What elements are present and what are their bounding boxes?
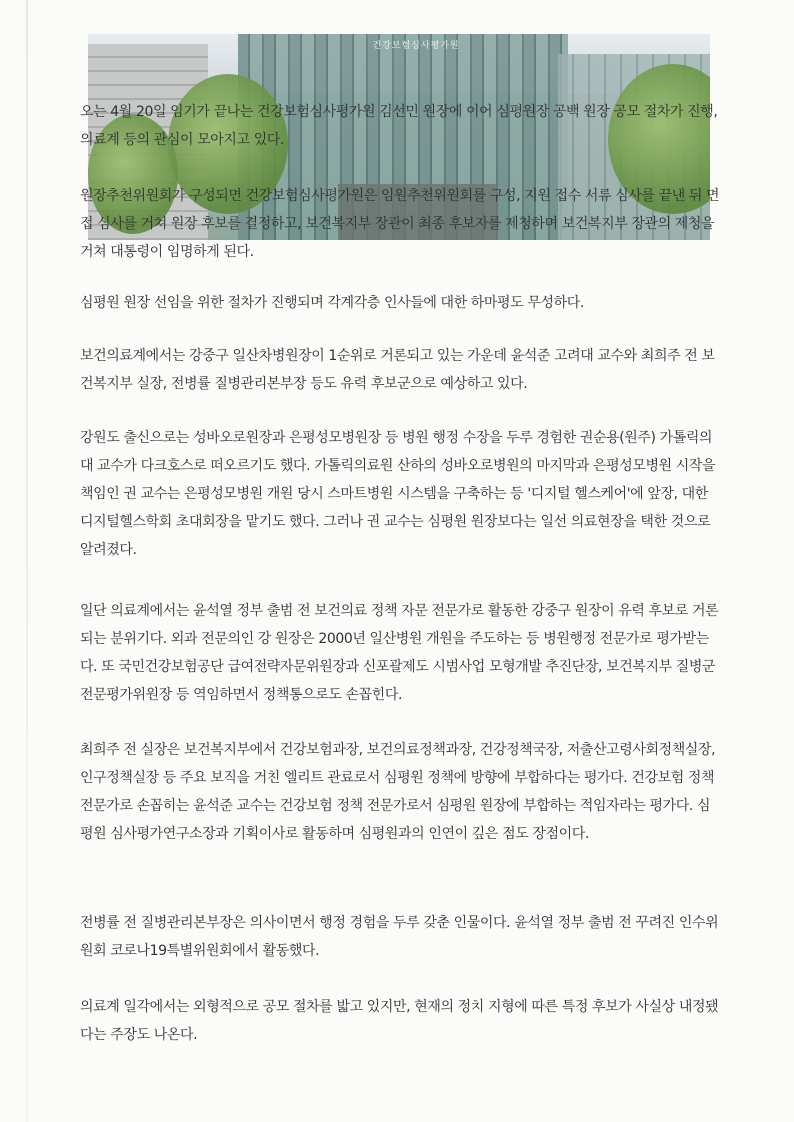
- paragraph-procedure: 원장추천위원회가 구성되면 건강보험심사평가원은 임원추천위원회를 구성, 지원 접수 서류 심사를 끝낸 뒤 면접 심사를 거쳐 원장 후보를 결정하고, 보건복지부 장관이 최종 후보자를 제청하며 보건복지부 장관의 제청을 거쳐 대통령이 임명하게 된다.: [80, 188, 720, 260]
- paragraph-gangwon: 강원도 출신으로는 성바오로원장과 은평성모병원장 등 병원 행정 수장을 두루 경험한 권순용(원주) 가톨릭의대 교수가 다크호스로 떠오르기도 했다. 가톨릭의료원 산하의 성바오로병원의 마지막과 은평성모병원 시작을 책임인 권 교수는 은평성모병원 개원 당시 스마트병원 시스템을 구축하는 등 '디지털 헬스케어'에 앞장, 대한디지털헬스학회 초대회장을 맡기도 했다. 그러나 권 교수는 심평원 원장보다는 일선 의료현장을 택한 것으로 알려졌다.: [80, 430, 716, 558]
- scan-edge: [26, 0, 28, 1122]
- paragraph-kang: 일단 의료계에서는 윤석열 정부 출범 전 보건의료 정책 자문 전문가로 활동한 강중구 원장이 유력 후보로 거론되는 분위기다. 외과 전문의인 강 원장은 2000년 일산병원 개원을 주도하는 등 병원행정 전문가로 평가받는다. 또 국민건강보험공단 급여전략자문위원장과 신포괄제도 시범사업 모형개발 추진단장, 보건복지부 질병군 전문평가위원장 등 역임하면서 정책통으로도 손꼽힌다.: [80, 603, 719, 703]
- paragraph-controversy: 의료계 일각에서는 외형적으로 공모 절차를 밟고 있지만, 현재의 정치 지형에 따른 특정 후보가 사실상 내정됐다는 주장도 나온다.: [80, 999, 719, 1043]
- paragraph-intro: 오는 4월 20일 임기가 끝나는 건강보험심사평가원 김선민 원장에 이어 심평원장 공백 원장 공모 절차가 진행, 의료계 등의 관심이 모아지고 있다.: [80, 104, 718, 148]
- paragraph-rumors: 심평원 원장 선임을 위한 절차가 진행되며 각계각층 인사들에 대한 하마평도 무성하다.: [80, 295, 584, 311]
- photo-building-sign: 건강보험심사평가원: [372, 41, 460, 51]
- paragraph-choi-yoon: 최희주 전 실장은 보건복지부에서 건강보험과장, 보건의료정책과장, 건강정책국장, 저출산고령사회정책실장, 인구정책실장 등 주요 보직을 거친 엘리트 관료로서 심평원 정책에 방향에 부합하다는 평가다. 건강보험 정책 전문가로 손꼽히는 윤석준 교수는 건강보험 정책 전문가로서 심평원 원장에 부합하는 적임자라는 평가다. 심평원 심사평가연구소장과 기획이사로 활동하며 심평원과의 인연이 깊은 점도 장점이다.: [80, 742, 716, 842]
- paragraph-candidates: 보건의료계에서는 강중구 일산차병원장이 1순위로 거론되고 있는 가운데 윤석준 고려대 교수와 최희주 전 보건복지부 실장, 전병률 질병관리본부장 등도 유력 후보군으로 예상하고 있다.: [80, 348, 715, 392]
- paragraph-jeon: 전병률 전 질병관리본부장은 의사이면서 행정 경험을 두루 갖춘 인물이다. 윤석열 정부 출범 전 꾸려진 인수위원회 코로나19특별위원회에서 활동했다.: [80, 915, 719, 959]
